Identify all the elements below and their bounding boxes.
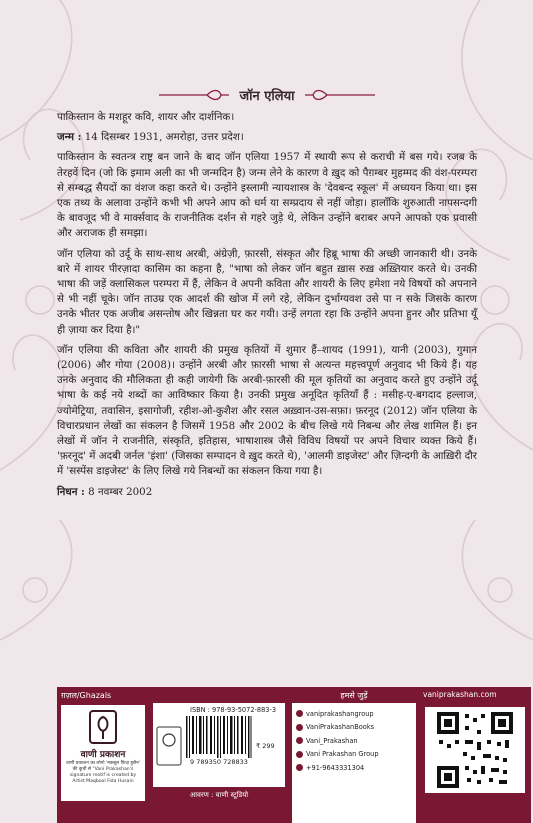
- intro-line: पाकिस्तान के मशहूर कवि, शायर और दार्शनिक।: [57, 111, 235, 123]
- publisher-tagline: वाणी प्रकाशन का लोगो 'मकबूल फ़िदा हुसैन' की कूची से "Vani Prakashan's signature motif is created by Artist Maqbool Fida Husain: [66, 761, 140, 784]
- youtube-icon: [296, 751, 303, 758]
- publisher-column: [57, 687, 149, 823]
- born-line: [57, 130, 477, 145]
- website-link[interactable]: vaniprakashan.com: [423, 690, 497, 699]
- price-label: ₹ 299: [256, 742, 275, 750]
- footer-panel: [57, 687, 531, 823]
- title-row: [57, 86, 477, 104]
- author-title: जॉन एलिया: [239, 89, 295, 104]
- born-label: जन्म :: [57, 131, 82, 144]
- barcode-box: [153, 703, 285, 787]
- back-cover-text: [57, 86, 477, 505]
- isbn-text: ISBN : 978-93-5072-883-3: [190, 706, 277, 714]
- bio-paragraph-1: पाकिस्तान के स्वतन्त्र राष्ट्र बन जाने के बाद जॉन एलिया 1957 में स्थायी रूप से कराची में बस गये। रजब के तेरहवें दिन (जो कि इमाम अली का भी जन्मदिन है) जन्म लेने के कारण वे ख़ुद को पैग़म्बर मुहम्मद की वंश-परम्परा से सम्बद्ध सैयदों का वंशज कहा करते थे। उन्होंने इस्लामी न्यायशास्त्र के 'देवबन्द स्कूल' में अध्ययन किया था। इस एक तथ्य के अलावा उन्होंने कभी भी अपने आप को धर्म या सम्प्रदाय से नहीं जोड़ा। हालाँकि शुरुआती नापसन्दगी के बावजूद भी वे मार्क्सवाद के राजनीतिक दर्शन से गहरे जुड़े थे, लेकिन उन्होंने बराबर अपने आपको एक प्रवासी और अराजक ही समझा।: [57, 151, 477, 240]
- instagram-icon: [296, 710, 303, 717]
- social-header: हमसे जुड़ें: [340, 691, 368, 700]
- bio-paragraph-3: जॉन एलिया की कविता और शायरी की प्रमुख कृतियों में शुमार हैं–शायद (1991), यानी (2003), गुमान (2006) और गोया (2008)। उन्होंने अरबी और फ़ारसी भाषा से अत्यन्त महत्त्वपूर्ण अनुवाद भी किये हैं। यह उनके अनुवाद की मौलिकता ही कही जायेगी कि अरबी-फ़ारसी की मूल कृतियों का अनुवाद करते हुए उन्होंने उर्दू भाषा के कई नये शब्दों का आविष्कार किया है। उनकी प्रमुख अनूदित कृतियाँ हैं : मसीह-ए-बगदाद हल्लाज, ज्योमेट्रिया, तवासिन, इसागोजी, रहीश-ओ-कुशैश और रसल अख़्वान-उस-सफ़ा। फ़रनूद (2012) जॉन एलिया के विचारप्रधान लेखों का संकलन है जिसमें 1958 और 2002 के बीच लिखे गये निबन्ध और लेख शामिल हैं। इन लेखों में जॉन ने राजनीति, संस्कृति, इतिहास, भाषाशास्त्र जैसे विविध विषयों पर अपने विचार व्यक्त किये हैं। 'फ़रनूद' में अदबी जर्नल 'इंशा' (जिसका सम्पादन वे ख़ुद करते थे), 'आलमी डाइजेस्ट' और ज़िन्दगी के आख़िरी दौर में 'सस्पेंस डाइजेस्ट' के लिए लिखे गये निबन्धों का संकलन किया गया है।: [57, 343, 478, 478]
- social-item-youtube[interactable]: Vani Prakashan Group: [296, 748, 412, 762]
- barcode-number: 9 789350 728833: [190, 758, 248, 766]
- died-value: 8 नवम्बर 2002: [84, 485, 153, 498]
- barcode-column: [149, 687, 289, 823]
- website-column: [419, 687, 531, 823]
- right-ornament-icon: [305, 89, 375, 101]
- barcode-icon: [186, 716, 252, 758]
- qr-code-icon: [437, 712, 513, 788]
- social-item-instagram[interactable]: vaniprakashangroup: [296, 707, 412, 721]
- whatsapp-icon: [296, 764, 303, 771]
- x-icon: [296, 737, 303, 744]
- qr-code-box: [425, 707, 525, 793]
- publisher-logo-icon: [88, 709, 118, 745]
- bio-paragraph-2: जॉन एलिया को उर्दू के साथ-साथ अरबी, अंग्रेज़ी, फ़ारसी, संस्कृत और हिब्रू भाषा की अच्छी जानकारी थी। उनके बारे में शायर पीरज़ादा कासिम का कहना है, "भाषा को लेकर जॉन बहुत ख़ास रुख़ अख़्तियार करते थे। उनकी भाषा की जड़ें क्लासिकल परम्परा में हैं, लेकिन वे अपनी कविता और शायरी के लिए हमेशा नये विषयों को अपनाने से भी नहीं चूके। जॉन ताउम्र एक आदर्श की खोज में लगे रहे, लेकिन दुर्भाग्यवश उसे पा न सके जिसके कारण उनके भीतर एक अजीब असन्तोष और खिन्नता घर कर गयी। उन्हें लगता रहा कि उन्होंने अपना हुनर और प्रतिभा यूँ ही ज़ाया कर दिया है।": [57, 247, 477, 336]
- social-item-whatsapp[interactable]: +91-9643331304: [296, 761, 412, 775]
- ebook-badge-icon: [156, 726, 182, 766]
- facebook-icon: [296, 724, 303, 731]
- died-line: [57, 485, 477, 500]
- genre-label: ग़ज़ल/Ghazals: [61, 691, 112, 700]
- social-item-facebook[interactable]: VaniPrakashanBooks: [296, 721, 412, 735]
- born-value: 14 दिसम्बर 1931, अमरोहा, उत्तर प्रदेश।: [81, 131, 244, 144]
- social-list: [292, 703, 416, 823]
- left-ornament-icon: [159, 89, 229, 101]
- social-item-x[interactable]: Vani_Prakashan: [296, 734, 412, 748]
- died-label: निधन :: [57, 485, 85, 498]
- social-column: [289, 687, 419, 823]
- publisher-logo-box: [61, 705, 145, 801]
- publisher-name: वाणी प्रकाशन: [80, 750, 126, 760]
- cover-credit: आवरण : वाणी स्टूडियो: [189, 791, 249, 799]
